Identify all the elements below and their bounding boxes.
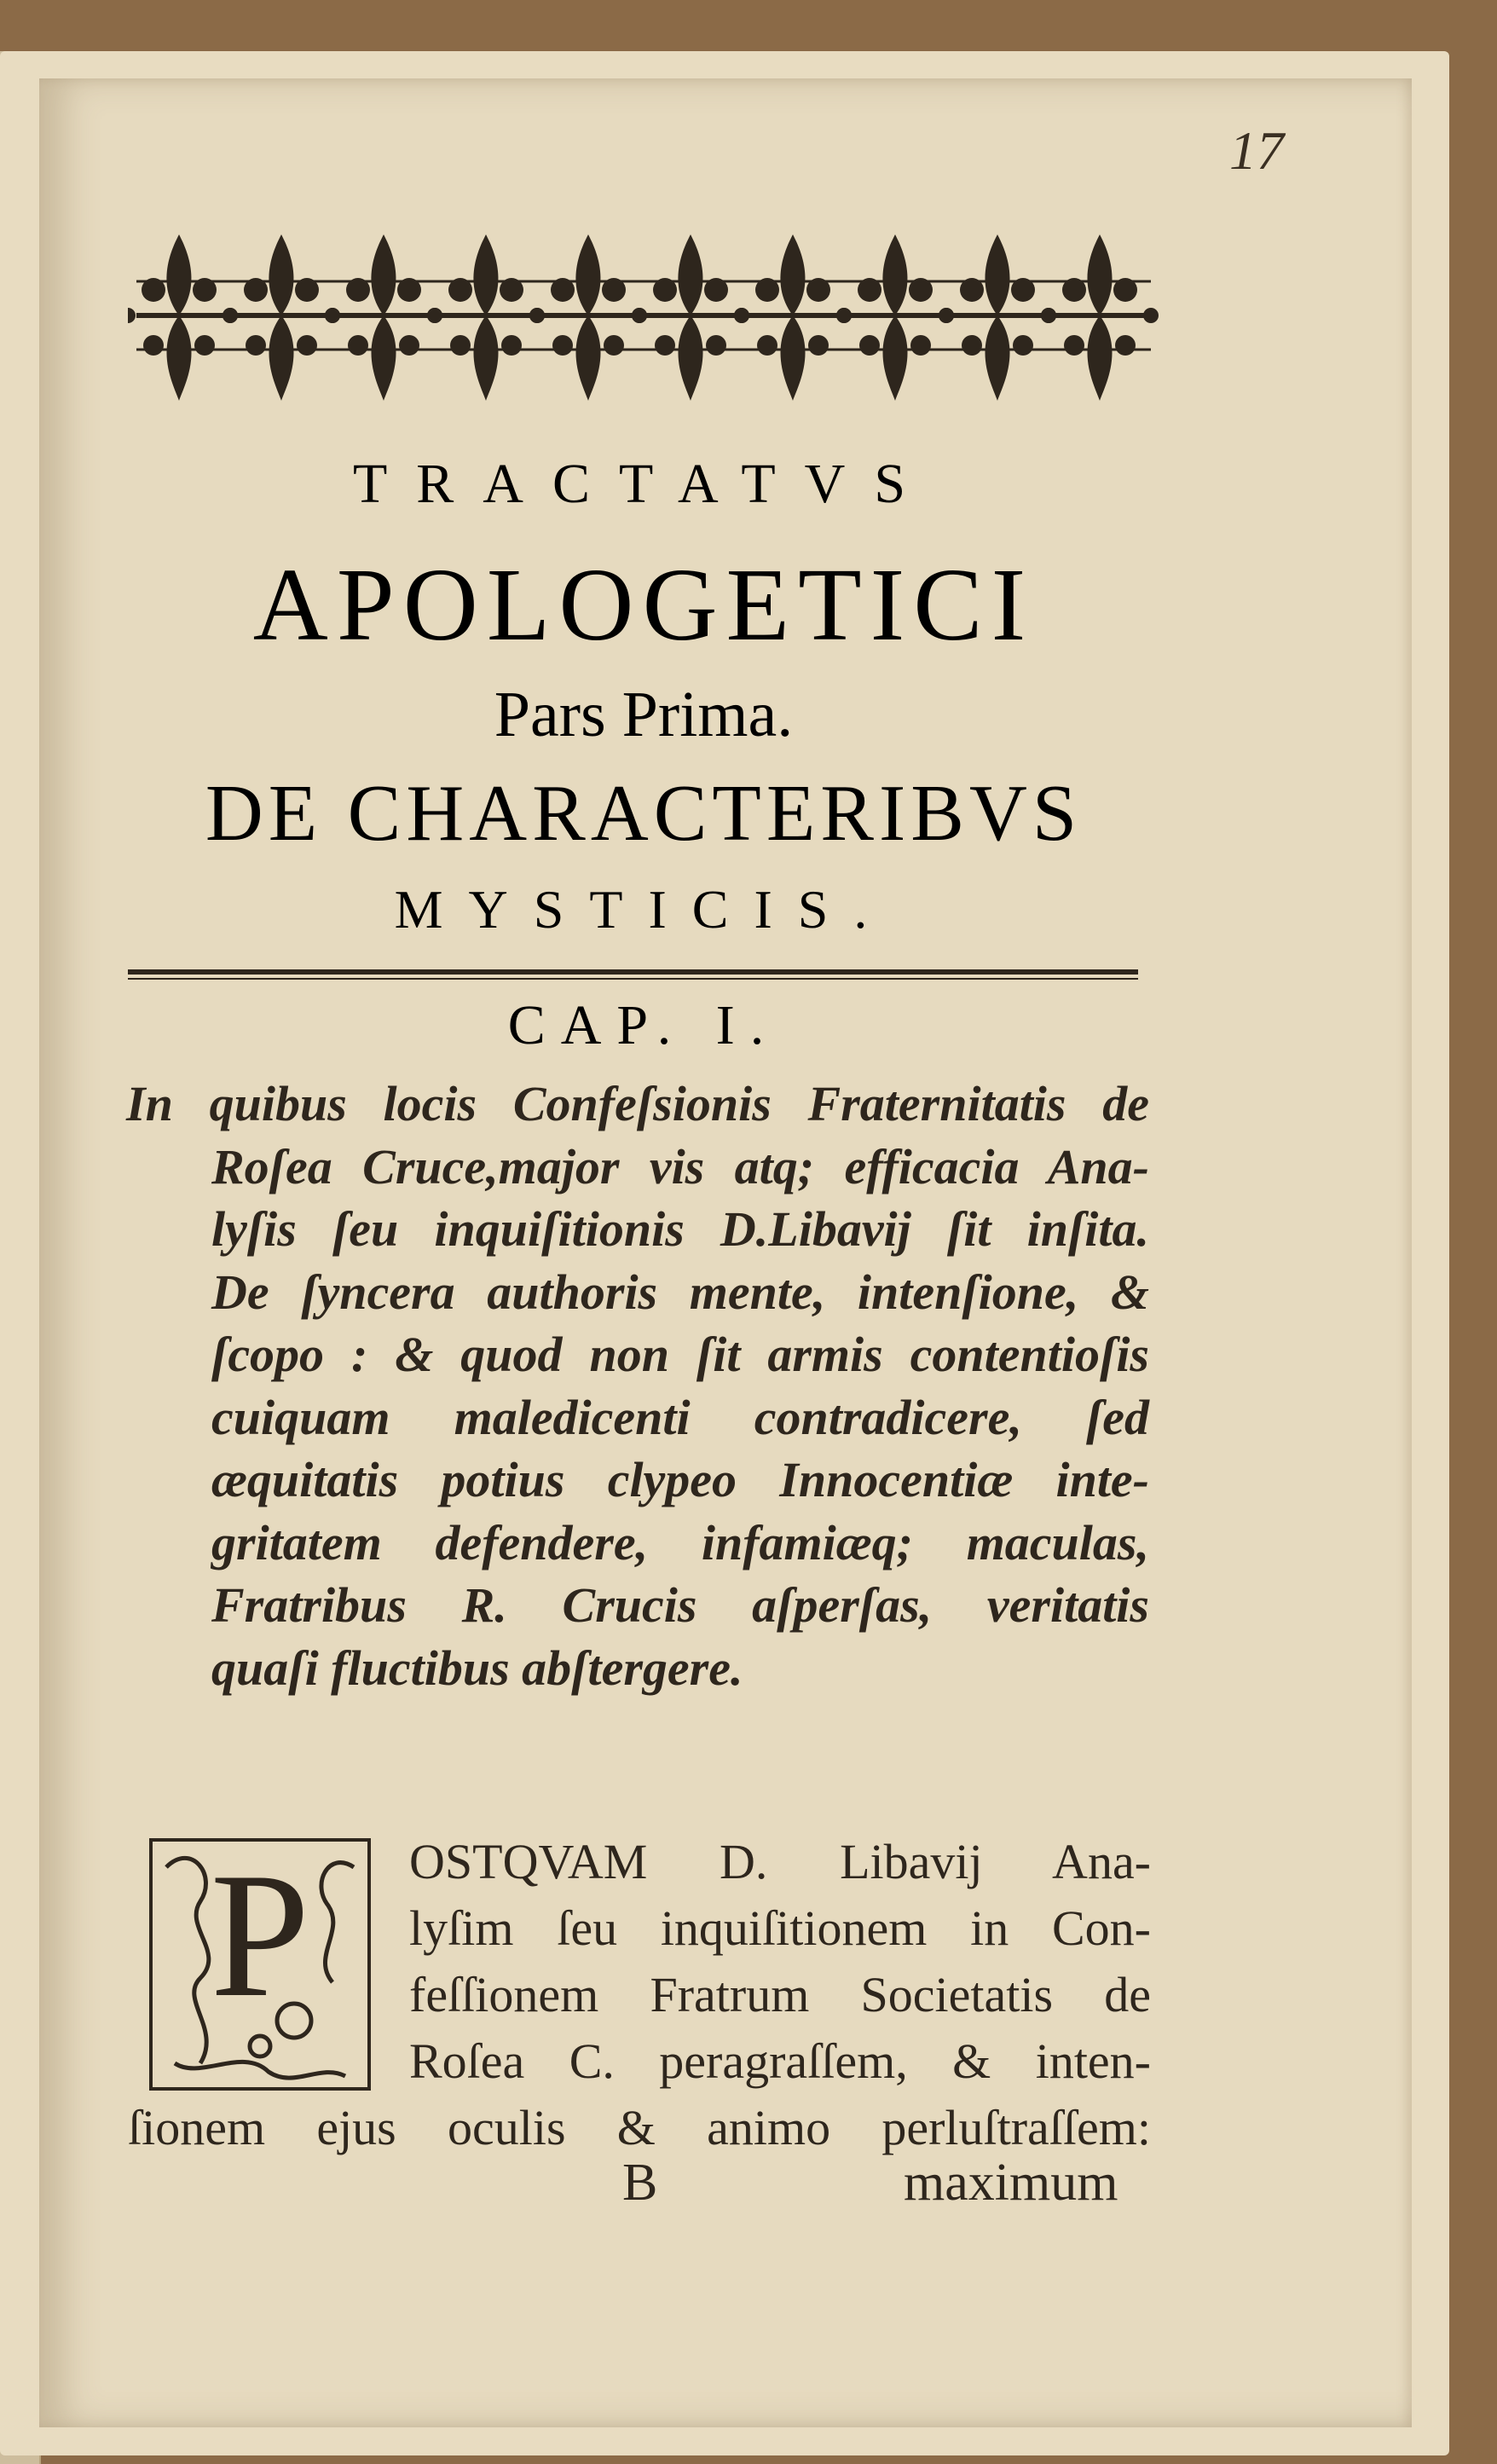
summary-line: De ſyncera authoris mente, intenſione, & bbox=[211, 1264, 1149, 1320]
chapter-summary bbox=[126, 1073, 1149, 1699]
signature-mark: B bbox=[622, 2154, 658, 2212]
summary-line: In quibus locis Confeſsionis Fraternitatis de bbox=[126, 1076, 1149, 1131]
title-line-5: MYSTICIS. bbox=[394, 879, 893, 940]
body-line: feſſionem Fratrum Societatis de bbox=[409, 1967, 1151, 2022]
title-line-3: Pars Prima. bbox=[494, 679, 794, 750]
body-line: lyſim ſeu inquiſitionem in Con- bbox=[409, 1900, 1151, 1956]
body-text bbox=[128, 1829, 1151, 2161]
summary-line: ſcopo : & quod non ſit armis contentioſis bbox=[211, 1327, 1149, 1382]
body-line: OSTQVAM D. Libavij Ana- bbox=[409, 1834, 1151, 1889]
summary-line: lyſis ſeu inquiſitionis D.Libavij ſit inſita. bbox=[211, 1201, 1149, 1257]
summary-line: æquitatis potius clypeo Innocentiæ inte- bbox=[211, 1452, 1149, 1507]
page-number: 17 bbox=[1229, 120, 1284, 181]
body-line: ſionem ejus oculis & animo perluſtraſſem: bbox=[128, 2100, 1151, 2155]
divider-rule-thin bbox=[128, 978, 1138, 980]
title-line-1: TRACTATVS bbox=[352, 453, 935, 515]
svg-text:P: P bbox=[210, 1836, 310, 2034]
title-line-2: APOLOGETICI bbox=[252, 547, 1035, 662]
divider-rule bbox=[128, 969, 1138, 975]
chapter-heading: CAP. I. bbox=[507, 994, 780, 1056]
catchword: maximum bbox=[904, 2154, 1118, 2212]
summary-line: quaſi fluctibus abſtergere. bbox=[211, 1640, 743, 1696]
ornamental-header-band bbox=[128, 230, 1159, 409]
summary-line: Fratribus R. Crucis aſperſas, veritatis bbox=[211, 1577, 1149, 1633]
summary-line: cuiquam maledicenti contradicere, ſed bbox=[211, 1389, 1149, 1445]
title-line-4: DE CHARACTERIBVS bbox=[205, 769, 1083, 858]
body-line: Roſea C. peragraſſem, & inten- bbox=[409, 2033, 1151, 2089]
summary-line: Roſea Cruce,major vis atq; efficacia Ana- bbox=[211, 1138, 1149, 1194]
summary-line: gritatem defendere, infamiæq; maculas, bbox=[211, 1514, 1149, 1570]
